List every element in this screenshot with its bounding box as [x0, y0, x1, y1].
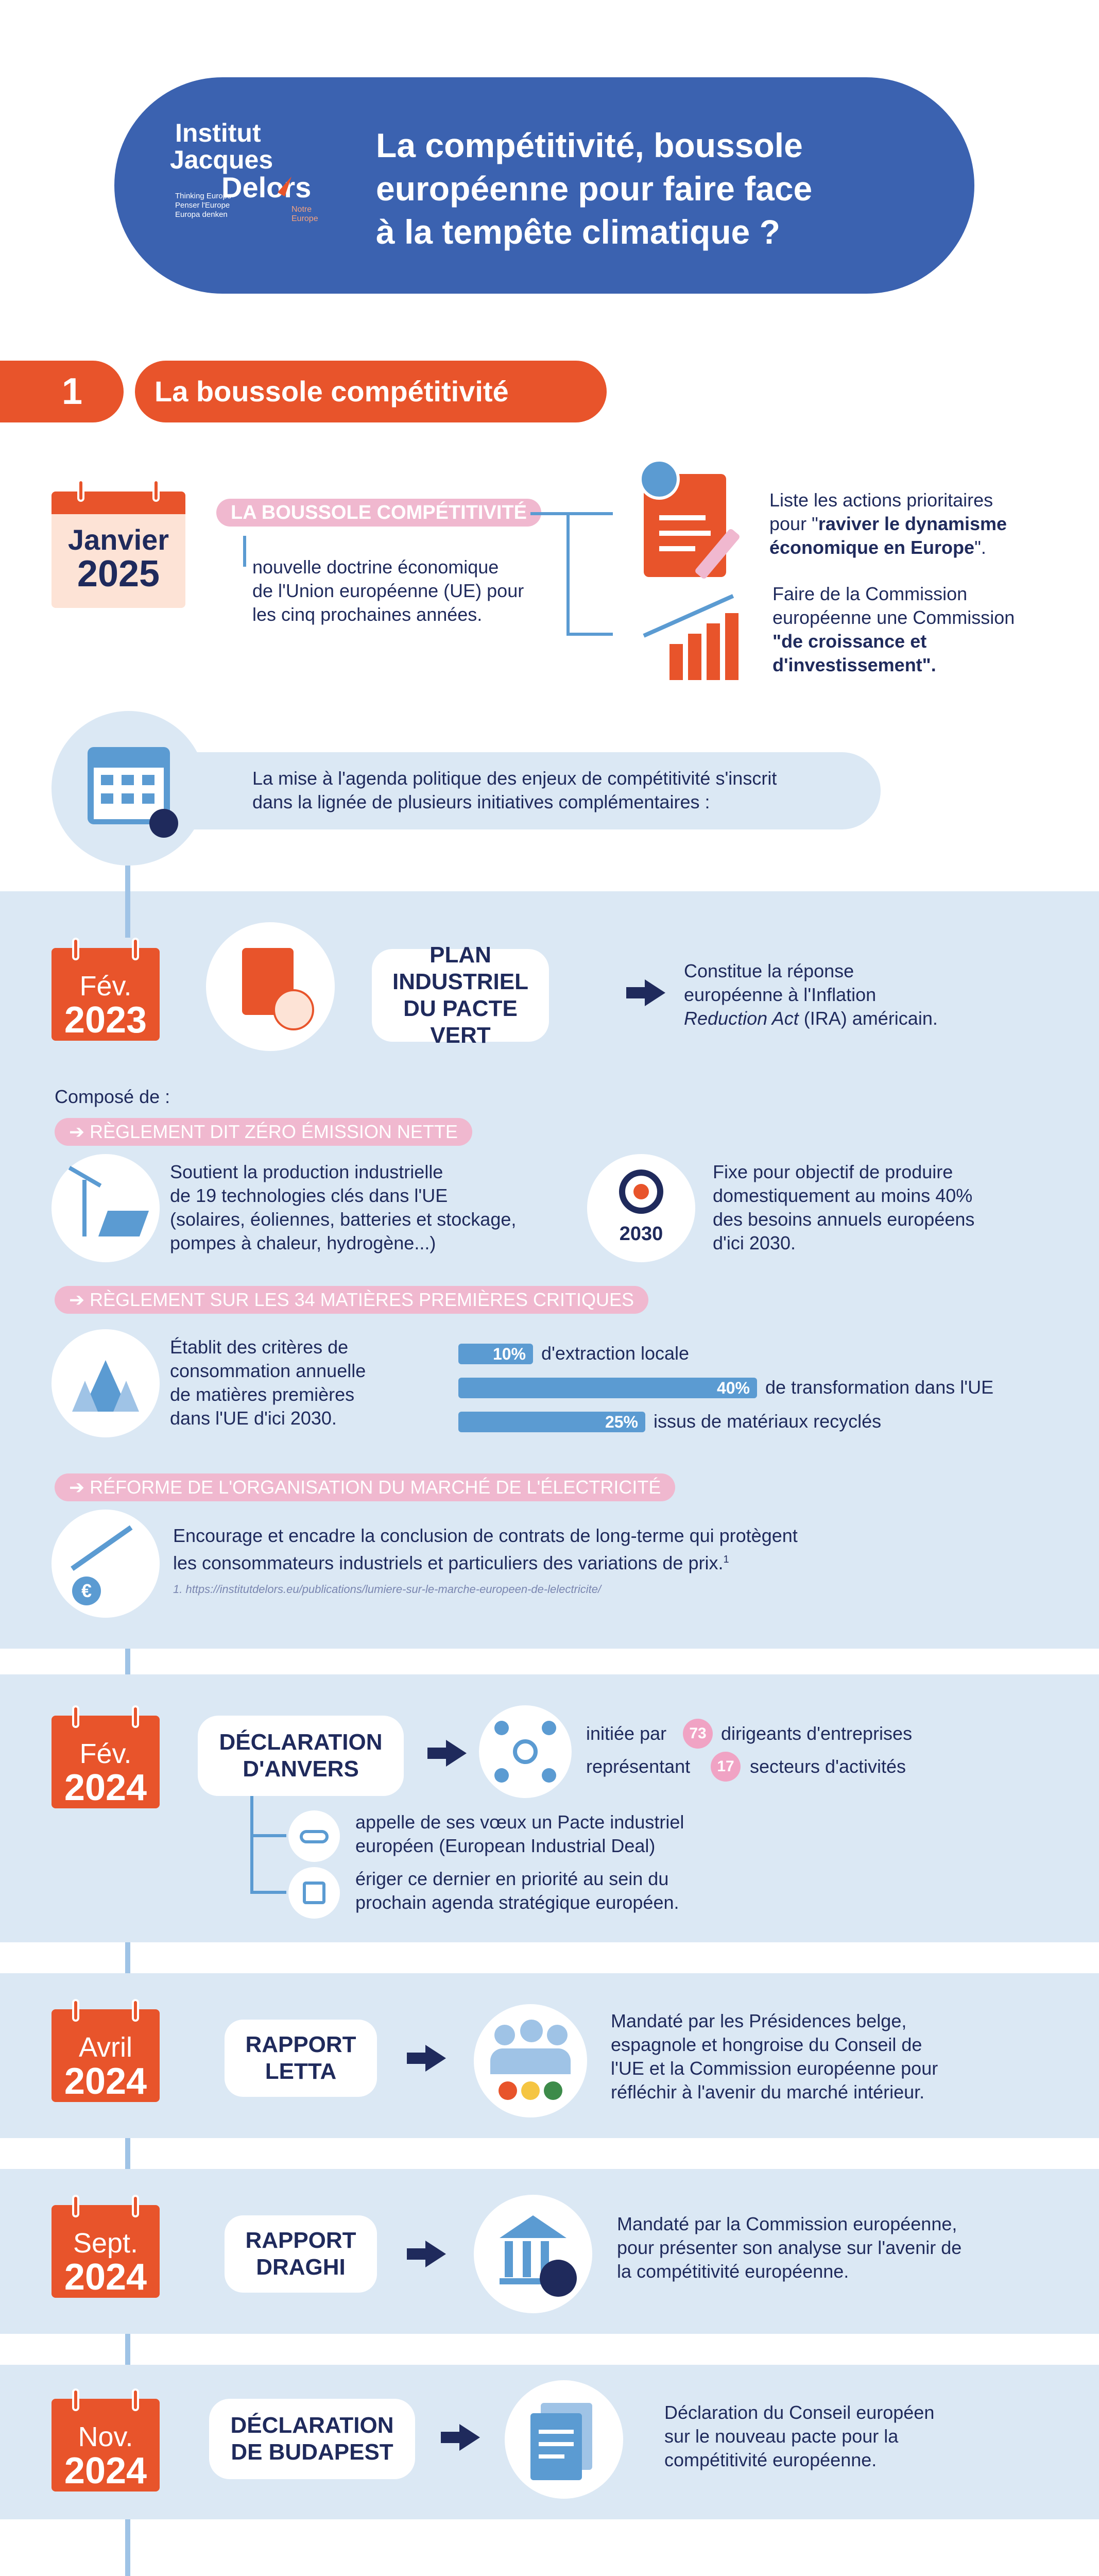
nz-line: pompes à chaleur, hydrogène...) [170, 1232, 436, 1253]
desc-line: pour présenter son analyse sur l'avenir de [617, 2237, 962, 2258]
year-2030: 2030 [619, 1223, 663, 1245]
percentage-bar-label: d'extraction locale [541, 1343, 690, 1364]
percentage-bar: 25% [458, 1412, 645, 1432]
calendar-month: Fév. [79, 971, 132, 1002]
wind-solar-icon [51, 1154, 160, 1262]
title-line2: européenne pour faire face [376, 170, 813, 208]
calendar-month: Sept. [73, 2228, 139, 2259]
calendar-icon-feb-2023 [51, 938, 160, 1041]
mp-line: dans l'UE d'ici 2030. [170, 1408, 337, 1429]
jan2025-right2 [772, 582, 1061, 677]
pill-electricity: ➔ RÉFORME DE L'ORGANISATION DU MARCHÉ DE L'ÉLECTRICITÉ [55, 1473, 675, 1501]
nz-line: Soutient la production industrielle [170, 1161, 443, 1182]
nz-line: (solaires, éoliennes, batteries et stockage, [170, 1209, 517, 1230]
right2-line: européenne une Commission [772, 607, 1015, 628]
desc-line: Mandaté par les Présidences belge, [611, 2010, 907, 2031]
right1-text: ". [974, 537, 986, 558]
desc-line: compétitivité européenne. [664, 2449, 877, 2470]
timeline-line [125, 866, 130, 938]
sub-line: prochain agenda stratégique européen. [355, 1892, 679, 1913]
anvers-sub1 [355, 1810, 819, 1858]
count-badge-17: 17 [711, 1752, 741, 1782]
box-line: RAPPORT [245, 2032, 356, 2057]
page-title [376, 124, 953, 253]
obj-line: d'ici 2030. [713, 1232, 796, 1253]
objective-desc [713, 1160, 1073, 1255]
materials-desc [170, 1335, 458, 1430]
obj-line: Fixe pour objectif de produire [713, 1161, 953, 1182]
footnote[interactable]: 1. https://institutdelors.eu/publications/lumiere-sur-le-marche-europeen-de-lelectricite/ [173, 1583, 602, 1596]
logo-line1: Institut [175, 118, 261, 147]
draghi-desc [617, 2212, 1080, 2283]
connector-line-bottom [566, 633, 613, 636]
agenda-line: dans la lignée de plusieurs initiatives complémentaires : [252, 791, 710, 812]
box-line: DÉCLARATION [230, 2413, 394, 2438]
logo-tag4: Notre [291, 205, 312, 214]
connector-line-vertical [250, 1796, 253, 1894]
calendar-icon-sep-2024 [51, 2195, 160, 2298]
green-plan-icon [206, 922, 335, 1051]
calendar-year: 2024 [64, 2257, 147, 2298]
percentage-bar: 40% [458, 1378, 757, 1398]
sub-line: appelle de ses vœux un Pacte industriel [355, 1811, 684, 1833]
agenda-line: La mise à l'agenda politique des enjeux de compétitivité s'inscrit [252, 768, 777, 789]
desc-line: Déclaration du Conseil européen [664, 2402, 935, 2423]
agenda-check-icon [288, 1867, 340, 1919]
calendar-year: 2024 [64, 1767, 147, 1808]
calendar-month: Fév. [79, 1738, 132, 1769]
arrow-right-icon [407, 2248, 425, 2260]
desc-line: européenne à l'Inflation [684, 984, 877, 1005]
calendar-year: 2025 [77, 553, 160, 595]
rep-text: représentant [586, 1756, 691, 1777]
calendar-year: 2024 [64, 2061, 147, 2102]
desc-line: l'UE et la Commission européenne pour [611, 2058, 938, 2079]
letta-desc [611, 2009, 1074, 2104]
arrow-right-icon [407, 2053, 425, 2064]
jan2025-right1 [769, 488, 1058, 560]
logo-line3: Delors [221, 171, 312, 204]
calendar-month: Nov. [78, 2421, 133, 2452]
electricity-desc [173, 1524, 1049, 1575]
compose-label: Composé de : [55, 1086, 170, 1107]
desc-italic: Reduction Act [684, 1008, 799, 1029]
connector-line-left [243, 536, 246, 567]
budapest-desc [664, 2401, 1056, 2472]
desc-line: les cinq prochaines années. [252, 604, 483, 625]
calendar-year: 2024 [64, 2450, 147, 2492]
calendar-icon-nov-2024 [51, 2388, 160, 2492]
desc-line: sur le nouveau pacte pour la [664, 2426, 899, 2447]
desc-line: Mandaté par la Commission européenne, [617, 2213, 957, 2234]
right1-bold: raviver le dynamisme [818, 513, 1007, 534]
handshake-icon [288, 1810, 340, 1862]
calendar-icon-jan-2025 [51, 479, 185, 608]
budapest-box [209, 2399, 415, 2479]
count-badge-73: 73 [683, 1719, 713, 1749]
el-line: Encourage et encadre la conclusion de contrats de long-terme qui protègent [173, 1525, 798, 1546]
jan2025-desc [252, 555, 572, 626]
box-line: D'ANVERS [243, 1756, 359, 1782]
desc-line: la compétitivité européenne. [617, 2261, 849, 2282]
desc-line: espagnole et hongroise du Conseil de [611, 2034, 922, 2055]
nz-line: de 19 technologies clés dans l'UE [170, 1185, 448, 1206]
price-trend-icon: € [51, 1510, 160, 1618]
mp-line: consommation annuelle [170, 1360, 366, 1381]
right1-line: Liste les actions prioritaires [769, 489, 993, 511]
connector-line [250, 1891, 286, 1894]
desc-line: Constitue la réponse [684, 960, 854, 981]
target-icon [587, 1154, 695, 1262]
init-text: initiée par [586, 1723, 667, 1744]
people-network-icon [479, 1705, 572, 1798]
arrow-right-icon [425, 2241, 446, 2267]
logo-line2: Jacques [170, 145, 273, 174]
box-line: RAPPORT [245, 2228, 356, 2253]
right1-text: pour " [769, 513, 818, 534]
people-flags-icon [474, 2004, 587, 2117]
box-line: DRAGHI [256, 2255, 346, 2280]
right2-line: d'investissement". [772, 654, 936, 675]
arrow-right-icon [446, 1740, 467, 1767]
growth-chart-icon [639, 592, 742, 680]
box-line: DÉCLARATION [219, 1730, 383, 1755]
calendar-year: 2023 [64, 999, 147, 1041]
connector-line [250, 1834, 286, 1837]
calendar-icon-apr-2024 [51, 1999, 160, 2102]
section-number: 1 [62, 371, 83, 412]
connector-line [530, 512, 613, 515]
percentage-bar: 10% [458, 1344, 533, 1364]
mp-line: de matières premières [170, 1384, 355, 1405]
arrow-right-icon [425, 2045, 446, 2072]
right2-line: Faire de la Commission [772, 583, 968, 604]
arrow-right-icon [441, 2432, 459, 2443]
pill-zero-emission: ➔ RÈGLEMENT DIT ZÉRO ÉMISSION NETTE [55, 1118, 472, 1146]
right2-line: "de croissance et [772, 631, 927, 652]
obj-line: des besoins annuels européens [713, 1209, 975, 1230]
agenda-text [252, 767, 870, 814]
letta-box [225, 2020, 377, 2097]
calendar-month: Avril [78, 2032, 133, 2063]
calendar-month: Janvier [67, 523, 169, 556]
arrow-right-icon [645, 979, 665, 1006]
zero-emission-desc [170, 1160, 566, 1255]
sub-line: européen (European Industrial Deal) [355, 1835, 656, 1856]
desc-line: de l'Union européenne (UE) pour [252, 580, 524, 601]
percentage-bar-label: de transformation dans l'UE [765, 1377, 994, 1398]
arrow-right-icon [427, 1748, 446, 1759]
logo [170, 118, 345, 252]
obj-line: domestiquement au moins 40% [713, 1185, 973, 1206]
crystal-icon [51, 1329, 160, 1437]
pill-critical-materials: ➔ RÈGLEMENT SUR LES 34 MATIÈRES PREMIÈRES CRITIQUES [55, 1286, 648, 1314]
anvers-box [198, 1716, 404, 1796]
right1-bold: économique en Europe [769, 537, 975, 558]
document-icon [505, 2380, 623, 2499]
init-text: dirigeants d'entreprises [721, 1723, 913, 1744]
arrow-right-icon [626, 987, 645, 998]
footnote-ref: 1 [723, 1554, 729, 1565]
sub-line: ériger ce dernier en priorité au sein du [355, 1868, 669, 1889]
desc-text: (IRA) américain. [798, 1008, 938, 1029]
boussole-pill: LA BOUSSOLE COMPÉTITIVITÉ [216, 499, 541, 527]
rep-text: secteurs d'activités [750, 1756, 906, 1777]
box-line: DU PACTE VERT [403, 996, 518, 1048]
desc-line: nouvelle doctrine économique [252, 556, 499, 578]
document-compass-icon [639, 459, 747, 577]
logo-tag3: Europa denken [175, 210, 228, 219]
el-line: les consommateurs industriels et particuliers des variations de prix. [173, 1552, 724, 1573]
logo-tag5: Europe [291, 214, 318, 223]
section-title-text: La boussole compétitivité [154, 375, 509, 408]
title-line3: à la tempête climatique ? [376, 213, 780, 251]
percentage-bar-label: issus de matériaux recyclés [654, 1411, 882, 1432]
draghi-box [225, 2215, 377, 2293]
calendar-icon-feb-2024 [51, 1705, 160, 1808]
institution-icon [474, 2195, 592, 2313]
box-line: DE BUDAPEST [231, 2439, 393, 2465]
arrow-right-icon [459, 2424, 480, 2451]
title-line1: La compétitivité, boussole [376, 126, 803, 164]
anvers-sub2 [355, 1867, 819, 1914]
logo-tag1: Thinking Europe [175, 192, 232, 200]
logo-tag2: Penser l'Europe [175, 201, 230, 210]
calendar-circle-icon [51, 711, 206, 866]
mp-line: Établit des critères de [170, 1336, 349, 1358]
box-line: LETTA [265, 2059, 337, 2084]
feb2023-desc [684, 959, 1044, 1030]
desc-line: réfléchir à l'avenir du marché intérieur. [611, 2081, 925, 2103]
plan-industriel-box [372, 942, 549, 1048]
box-line: PLAN INDUSTRIEL [392, 942, 528, 994]
